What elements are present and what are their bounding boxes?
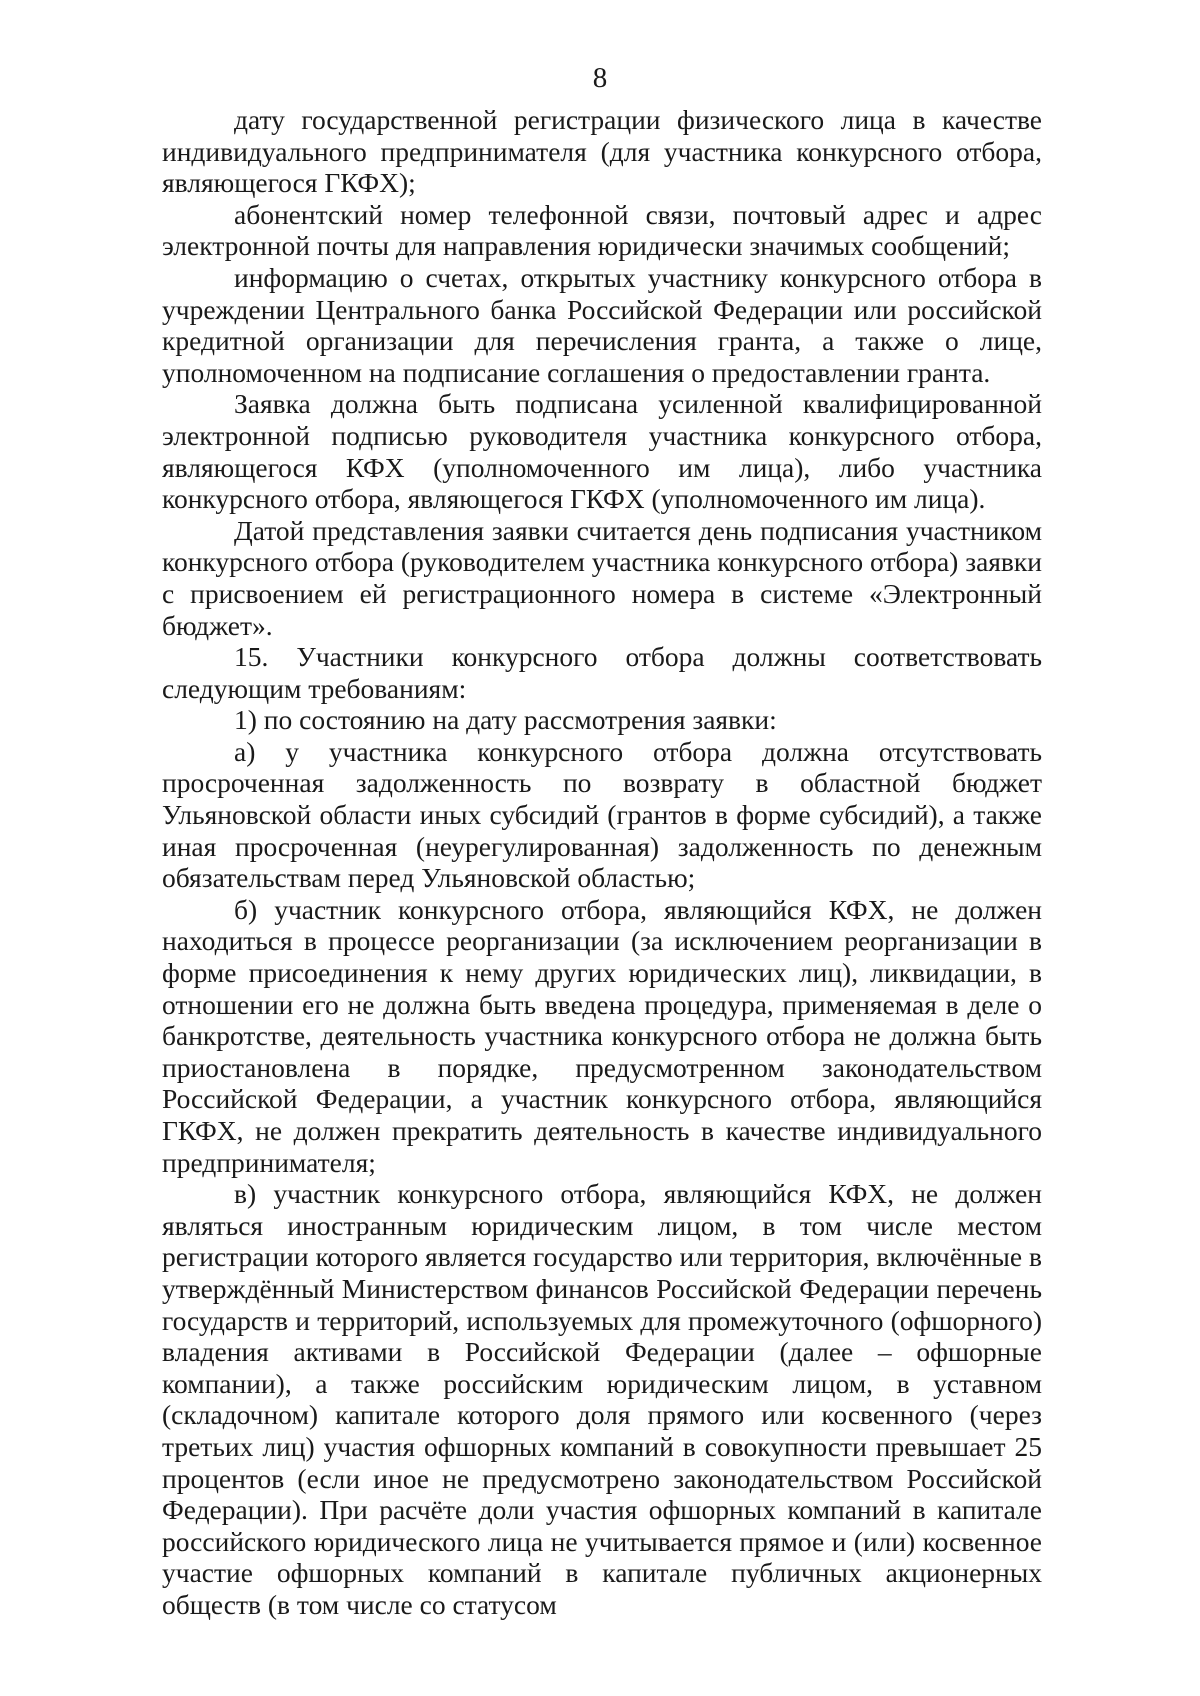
paragraph-submission-date: Датой представления заявки считается день подписания участником конкурсного отбора (руководителем участника конкурсного отбора) заявки с присвоением ей регистрационного номера в системе «Электронный бюджет». — [162, 514, 1042, 641]
paragraph-subclause-b: б) участник конкурсного отбора, являющийся КФХ, не должен находиться в процессе реорганизации (за исключением реорганизации в форме присоединения к нему других юридических лиц), ликвидации, в отношении его не должна быть введена процедура, применяемая в деле о банкротстве, деятельность участника конкурсного отбора не должна быть приостановлена в порядке, предусмотренном законодательством Российской Федерации, а участник конкурсного отбора, являющийся ГКФХ, не должен прекратить деятельность в качестве индивидуального предпринимателя; — [162, 893, 1042, 1178]
document-body — [162, 104, 1042, 1621]
page-number: 8 — [592, 62, 608, 94]
paragraph-subclause-a: а) у участника конкурсного отбора должна отсутствовать просроченная задолженность по возврату в областной бюджет Ульяновской области иных субсидий (грантов в форме субсидий), а также иная просроченная (неурегулированная) задолженность по денежным обязательствам перед Ульяновской областью; — [162, 735, 1042, 894]
paragraph-application-signature: Заявка должна быть подписана усиленной квалифицированной электронной подписью руководителя участника конкурсного отбора, являющегося КФХ (уполномоченного им лица), либо участника конкурсного отбора, являющегося ГКФХ (уполномоченного им лица). — [162, 388, 1042, 515]
paragraph-registration-date: дату государственной регистрации физического лица в качестве индивидуального предпринимателя (для участника конкурсного отбора, являющегося ГКФХ); — [162, 104, 1042, 199]
paragraph-contact-details: абонентский номер телефонной связи, почтовый адрес и адрес электронной почты для направления юридически значимых сообщений; — [162, 198, 1042, 262]
paragraph-subclause-v: в) участник конкурсного отбора, являющийся КФХ, не должен являться иностранным юридическим лицом, в том числе местом регистрации которого является государство или территория, включённые в утверждённый Министерством финансов Российской Федерации перечень государств и территорий, используемых для промежуточного (офшорного) владения активами в Российской Федерации (далее – офшорные компании), а также российским юридическим лицом, в уставном (складочном) капитале которого доля прямого или косвенного (через третьих лиц) участия офшорных компаний в совокупности превышает 25 процентов (если иное не предусмотрено законодательством Российской Федерации). При расчёте доли участия офшорных компаний в капитале российского юридического лица не учитывается прямое и (или) косвенное участие офшорных компаний в капитале публичных акционерных обществ (в том числе со статусом — [162, 1178, 1042, 1620]
paragraph-bank-accounts: информацию о счетах, открытых участнику конкурсного отбора в учреждении Центрального банка Российской Федерации или российской кредитной организации для перечисления гранта, а также о лице, уполномоченном на подписание соглашения о предоставлении гранта. — [162, 261, 1042, 388]
paragraph-clause-15: 15. Участники конкурсного отбора должны соответствовать следующим требованиям: — [162, 641, 1042, 704]
paragraph-clause-15-1: 1) по состоянию на дату рассмотрения заявки: — [234, 704, 777, 736]
